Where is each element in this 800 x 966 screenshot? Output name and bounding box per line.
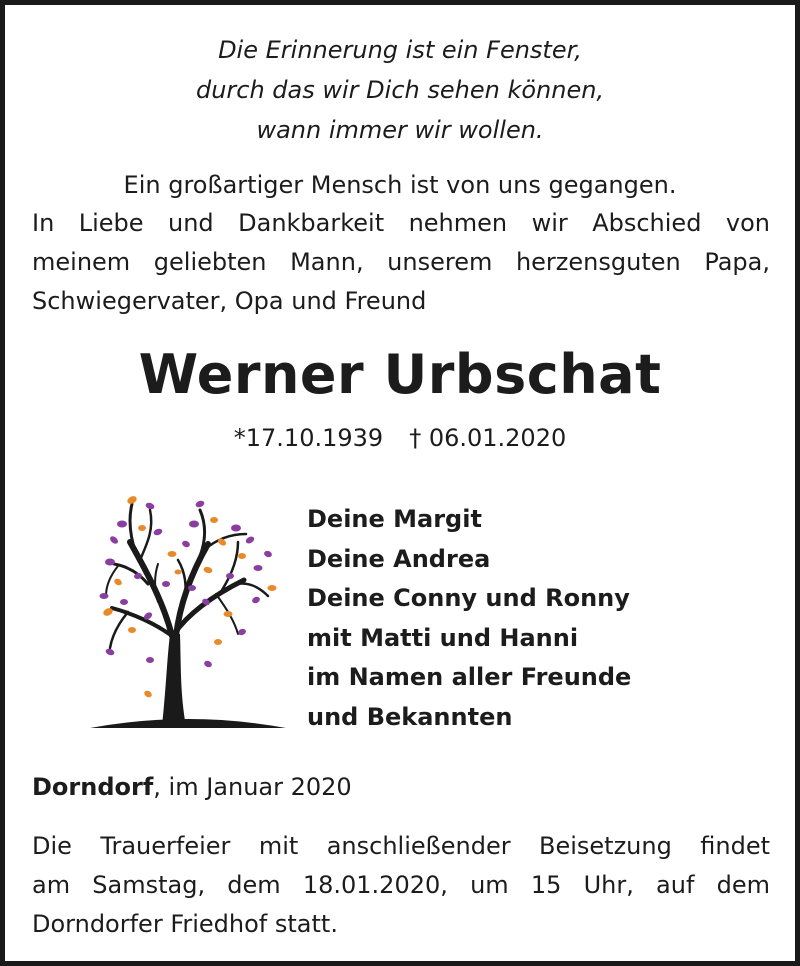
place-and-date <box>32 768 352 806</box>
intro-last-line: Schwiegervater, Opa und Freund <box>32 287 427 315</box>
autumn-tree-illustration <box>88 484 288 734</box>
mourner-line: Deine Andrea <box>307 544 491 573</box>
leaves <box>100 494 277 698</box>
mourner-line: mit Matti und Hanni <box>307 623 579 652</box>
intro-line: In Liebe und Dankbarkeit nehmen wir Abschied von <box>32 209 770 237</box>
deceased-name: Werner Urbschat <box>138 343 662 406</box>
life-dates <box>0 420 800 456</box>
mourner-line: und Bekannten <box>307 702 513 731</box>
funeral-last-line: Dorndorfer Friedhof statt. <box>32 910 338 938</box>
funeral-line: Die Trauerfeier mit anschließender Beisetzung findet <box>32 832 770 860</box>
birth-date: *17.10.1939 <box>233 424 384 452</box>
place-date: , im Januar 2020 <box>153 773 352 801</box>
poem-line: durch das wir Dich sehen können, <box>195 76 605 104</box>
poem <box>0 30 800 150</box>
intro-first-line: Ein großartiger Mensch ist von uns gegangen. <box>123 171 677 199</box>
place-town: Dorndorf <box>32 773 154 801</box>
poem-line: Die Erinnerung ist ein Fenster, <box>218 36 582 64</box>
mourner-line: Deine Margit <box>307 505 482 533</box>
funeral-line: am Samstag, dem 18.01.2020, um 15 Uhr, auf dem <box>32 871 770 899</box>
mourner-line: Deine Conny und Ronny <box>307 584 630 612</box>
mourner-line: im Namen aller Freunde <box>307 663 632 691</box>
intro-line: meinem geliebten Mann, unserem herzensguten Papa, <box>32 248 770 276</box>
mourners-list <box>307 500 631 737</box>
death-date: † 06.01.2020 <box>409 424 567 452</box>
poem-line: wann immer wir wollen. <box>256 116 544 144</box>
